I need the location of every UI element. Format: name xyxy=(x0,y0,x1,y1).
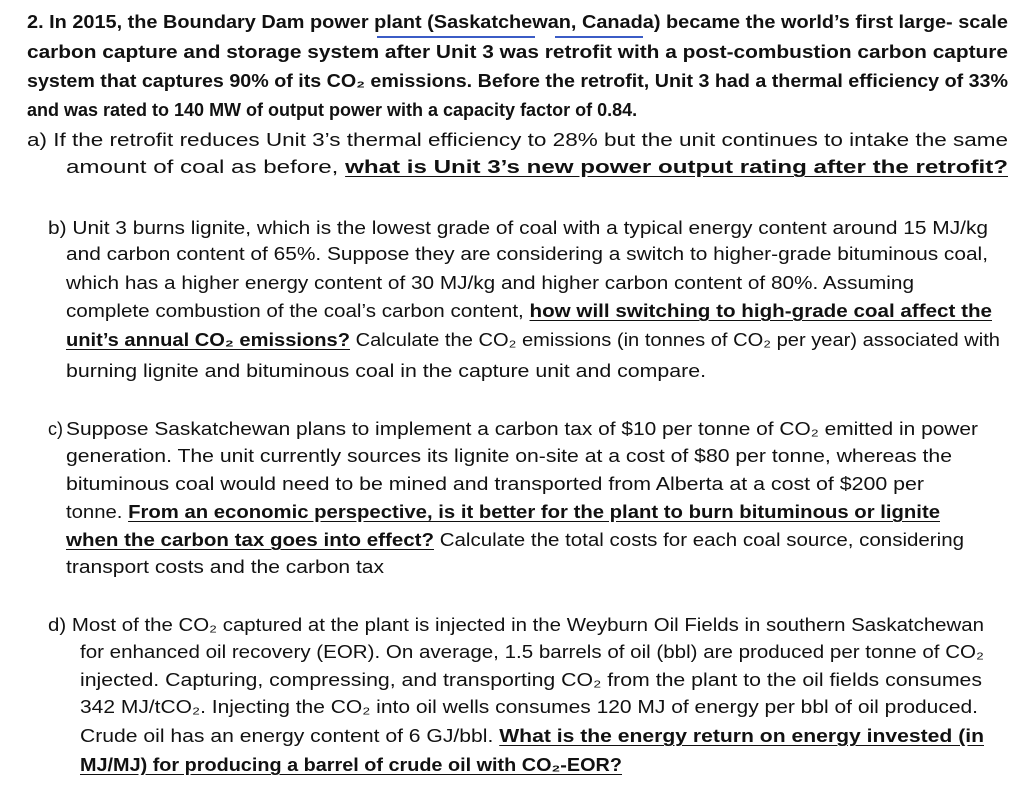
question-prompt: MJ/MJ) for producing a barrel of crude oil with CO₂-EOR? xyxy=(80,755,622,775)
text: complete combustion of the coal’s carbon content, xyxy=(66,301,530,321)
text: d) Most of the CO₂ captured at the plant is injected in the Weyburn Oil Fields in southern Saskatchewan xyxy=(48,615,984,635)
part-c-line xyxy=(66,443,952,469)
part-d-line xyxy=(80,639,984,665)
text: generation. The unit currently sources its lignite on-site at a cost of $80 per tonne, whereas the xyxy=(66,446,952,466)
text: and was rated to 140 MW of output power with a capacity factor of 0.84. xyxy=(27,100,638,120)
text: Suppose Saskatchewan plans to implement a carbon tax of $10 per tonne of CO₂ emitted in power xyxy=(66,419,979,439)
text: a) If the retrofit reduces Unit 3’s thermal efficiency to 28% but the unit continues to intake the same xyxy=(27,130,1008,150)
text: system that captures 90% of its CO₂ emissions. Before the retrofit, Unit 3 had a thermal efficiency of 33% xyxy=(27,71,1008,91)
part-d-line xyxy=(48,612,984,638)
spellcheck-underline xyxy=(555,36,643,38)
intro-line xyxy=(27,68,1008,94)
part-b-line xyxy=(66,358,706,384)
question-prompt: unit’s annual CO₂ emissions? xyxy=(66,330,350,350)
text: which has a higher energy content of 30 MJ/kg and higher carbon content of 80%. Assuming xyxy=(66,273,914,293)
part-c-line xyxy=(66,527,964,553)
text: burning lignite and bituminous coal in the capture unit and compare. xyxy=(66,361,706,381)
text: injected. Capturing, compressing, and transporting CO₂ from the plant to the oil fields consumes xyxy=(80,670,982,690)
question-prompt: what is Unit 3’s new power output rating after the retrofit? xyxy=(345,157,1009,177)
text: Calculate the CO₂ emissions (in tonnes of CO₂ per year) associated with xyxy=(349,330,1000,350)
text: 342 MJ/tCO₂. Injecting the CO₂ into oil wells consumes 120 MJ of energy per bbl of oil produced. xyxy=(80,697,978,717)
part-b-line xyxy=(48,215,988,241)
part-a-line xyxy=(66,154,1008,180)
intro-line xyxy=(27,97,732,123)
part-d-line xyxy=(80,723,984,749)
text: transport costs and the carbon tax xyxy=(66,557,384,577)
part-d-line xyxy=(80,752,622,778)
part-c-line xyxy=(66,471,924,497)
question-prompt: how will switching to high-grade coal affect the xyxy=(529,301,992,321)
question-prompt: when the carbon tax goes into effect? xyxy=(66,530,435,550)
text: c) xyxy=(48,419,63,439)
part-d-line xyxy=(80,694,978,720)
text: for enhanced oil recovery (EOR). On average, 1.5 barrels of oil (bbl) are produced per tonne of CO₂ xyxy=(80,642,985,662)
part-c-line xyxy=(66,554,384,580)
part-c-line xyxy=(66,499,940,525)
text: tonne. xyxy=(66,502,129,522)
part-b-line xyxy=(66,298,992,324)
part-b-line xyxy=(66,241,988,267)
text: Crude oil has an energy content of 6 GJ/bbl. xyxy=(80,726,500,746)
intro-line xyxy=(27,9,1008,35)
part-c-marker xyxy=(48,416,68,442)
text: Calculate the total costs for each coal source, considering xyxy=(434,530,964,550)
text: b) Unit 3 burns lignite, which is the lowest grade of coal with a typical energy content around 15 MJ/kg xyxy=(48,218,989,238)
text: and carbon content of 65%. Suppose they are considering a switch to higher-grade bituminous coal, xyxy=(66,244,988,264)
text: amount of coal as before, xyxy=(66,157,346,177)
question-prompt: From an economic perspective, is it better for the plant to burn bituminous or lignite xyxy=(128,502,940,522)
text: 2. In 2015, the Boundary Dam power plant (Saskatchewan, Canada) became the world’s first large- scale xyxy=(27,12,1008,32)
question-prompt: What is the energy return on energy invested (in xyxy=(499,726,984,746)
text: carbon capture and storage system after Unit 3 was retrofit with a post-combustion carbon capture xyxy=(27,42,1008,62)
part-d-line xyxy=(80,667,982,693)
spellcheck-underline xyxy=(377,36,535,38)
part-b-line xyxy=(66,327,1000,353)
part-b-line xyxy=(66,270,914,296)
text: bituminous coal would need to be mined and transported from Alberta at a cost of $200 per xyxy=(66,474,924,494)
intro-line xyxy=(27,39,1008,65)
part-c-line xyxy=(66,416,978,442)
part-a-line xyxy=(27,127,1008,153)
